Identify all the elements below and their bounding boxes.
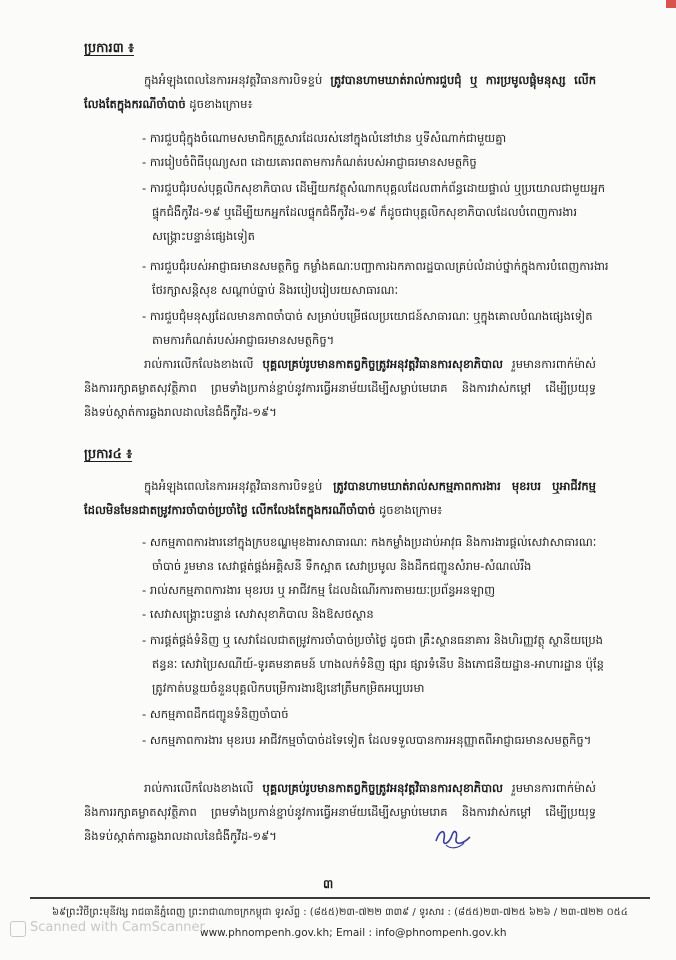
camscanner-icon <box>10 921 26 937</box>
corner-mark <box>666 0 676 8</box>
section-3-closing: រាល់ការលើកលែងខាងលើ បុគ្គលគ្រប់រូបមានកាតព្វកិច្ចត្រូវអនុវត្តវិធានការសុខាភិបាល រួមមានការពាក់ម៉ាស់ និងការរក្សាគម្លាតសុវត្ថិភាព ព្រមទាំងប្រកាន់ខ្ជាប់នូវការធ្វើអនាម័យដើម្បីសម្លាប់មេរោគ និងការវាស់កម្តៅ ដើម្បីប្រយុទ្ធ និងទប់ស្កាត់ការឆ្លងរាលដាលនៃជំងឺកូវីដ-១៩។ <box>84 357 596 419</box>
page-number: ៣ <box>323 877 334 891</box>
handwritten-initial <box>432 823 474 851</box>
section-3-intro: ក្នុងអំឡុងពេលនៃការអនុវត្តវិធានការបិទខ្ទប់ ត្រូវបានហាមឃាត់រាល់ការជួបជុំ ឬ ការប្រមូលផ្តុំមនុស្ស លើកលែងតែក្នុងករណីចាំបាច់ ដូចខាងក្រោម៖ <box>84 73 596 111</box>
section-3-item-5: - ការជួបជុំមនុស្សដែលមានភាពចាំបាច់ សម្រាប់បម្រើផលប្រយោជន៍សាធារណៈ ឬក្នុងគោលបំណងផ្សេងទៀតតាមការកំណត់របស់អាជ្ញាធរមានសមត្ថកិច្ច។ <box>142 304 610 352</box>
footer-divider <box>30 897 650 899</box>
section-4-item-6: - សកម្មភាពការងារ មុខរបរ អាជីវកម្មចាំបាច់ដទៃទៀត ដែលទទួលបានការអនុញ្ញាតពីអាជ្ញាធរមានសមត្ថកិច្ច។ <box>142 728 610 752</box>
section-4-item-2: - រាល់សកម្មភាពការងារ មុខរបរ ឬ អាជីវកម្ម ដែលដំណើរការតាមរយៈប្រព័ន្ធអនឡាញ <box>142 578 610 602</box>
section-3-item-1: - ការជួបជុំក្នុងចំណោមសមាជិកគ្រួសារដែលរស់នៅក្នុងលំនៅឋាន ឬទីសំណាក់ជាមួយគ្នា <box>142 126 610 150</box>
section-3-title: ប្រការ៣ ៖ <box>84 41 134 56</box>
section-4-item-3: - សេវាសង្គ្រោះបន្ទាន់ សេវាសុខាភិបាល និងឱសថស្ថាន <box>142 602 610 626</box>
section-3-item-4: - ការជួបជុំរបស់អាជ្ញាធរមានសមត្ថកិច្ច កម្លាំងគណៈបញ្ជាការឯកភាពរដ្ឋបាលគ្រប់លំដាប់ថ្នាក់ក្នុងការបំពេញការងារថែរក្សាសន្តិសុខ សណ្តាប់ធ្នាប់ និងរបៀបរៀបរយសាធារណៈ <box>142 254 610 302</box>
footer-contact: www.phnompenh.gov.kh; Email : info@phnompenh.gov.kh <box>200 927 507 939</box>
section-4-title: ប្រការ៤ ៖ <box>84 447 133 462</box>
section-4-item-5: - សកម្មភាពដឹកជញ្ជូនទំនិញចាំបាច់ <box>142 702 610 726</box>
section-4-intro: ក្នុងអំឡុងពេលនៃការអនុវត្តវិធានការបិទខ្ទប់ ត្រូវបានហាមឃាត់រាល់សកម្មភាពការងារ មុខរបរ ឬអាជីវកម្ម ដែលមិនមែនជាតម្រូវការចាំបាច់ប្រចាំថ្ងៃ លើកលែងតែក្នុងករណីចាំបាច់ ដូចខាងក្រោម៖ <box>84 479 596 517</box>
section-4-item-1: - សកម្មភាពការងារនៅក្នុងក្របខណ្ឌមុខងារសាធារណៈ កងកម្លាំងប្រដាប់អាវុធ និងការងារផ្តល់សេវាសាធារណៈចាំបាច់ រួមមាន សេវាផ្គត់ផ្គង់អគ្គិសនី ទឹកស្អាត សេវាប្រមូល និងដឹកជញ្ជូនសំរាម-សំណល់រឹង <box>142 530 610 578</box>
section-3-item-3: - ការជួបជុំរបស់បុគ្គលិកសុខាភិបាល ដើម្បីយកវត្ថុសំណាកបុគ្គលដែលពាក់ព័ន្ធដោយផ្ទាល់ ឬប្រយោលជាមួយអ្នកផ្ទុកជំងឺកូវីដ-១៩ ឬដើម្បីយកអ្នកដែលផ្ទុកជំងឺកូវីដ-១៩ ក៏ដូចជាបុគ្គលិកសុខាភិបាលដែលបំពេញការងារសង្គ្រោះបន្ទាន់ផ្សេងទៀត <box>142 176 610 248</box>
section-4-item-4: - ការផ្គត់ផ្គង់ទំនិញ ឬ សេវាដែលជាតម្រូវការចាំបាច់ប្រចាំថ្ងៃ ដូចជា គ្រឹះស្ថានធនាគារ និងហិរញ្ញវត្ថុ ស្ថានីយប្រេងឥន្ធនៈ សេវាប្រៃសណីយ៍-ទូរគមនាគមន៍ ហាងលក់ទំនិញ ផ្សារ ផ្សារទំនើប និងភោជនីយដ្ឋាន-អាហារដ្ឋាន ប៉ុន្តែ ត្រូវកាត់បន្ថយចំនួនបុគ្គលិកបម្រើការងារឱ្យនៅត្រឹមកម្រិតអប្បបរមា <box>142 628 610 700</box>
scan-watermark: Scanned with CamScanner <box>30 920 205 935</box>
footer-address: ៦៩ព្រះវិថីព្រះមុនីវង្ស រាជធានីភ្នំពេញ ព្រះរាជាណាចក្រកម្ពុជា ទូរស័ព្ទ : (៨៥៥)២៣-៧២២ ៣៣៩ / ទូរសារ : (៨៥៥)២៣-៧២៥ ៦២៦ / ២៣-៧២២ ០៥៤ <box>52 907 628 918</box>
section-4-closing: រាល់ការលើកលែងខាងលើ បុគ្គលគ្រប់រូបមានកាតព្វកិច្ចត្រូវអនុវត្តវិធានការសុខាភិបាល រួមមានការពាក់ម៉ាស់ និងការរក្សាគម្លាតសុវត្ថិភាព ព្រមទាំងប្រកាន់ខ្ជាប់នូវការធ្វើអនាម័យដើម្បីសម្លាប់មេរោគ និងការវាស់កម្តៅ ដើម្បីប្រយុទ្ធ និងទប់ស្កាត់ការឆ្លងរាលដាលនៃជំងឺកូវីដ-១៩។ <box>84 781 596 843</box>
section-3-item-2: - ការរៀបចំពិធីបុណ្យសព ដោយគោរពតាមការកំណត់របស់អាជ្ញាធរមានសមត្ថកិច្ច <box>142 150 610 174</box>
